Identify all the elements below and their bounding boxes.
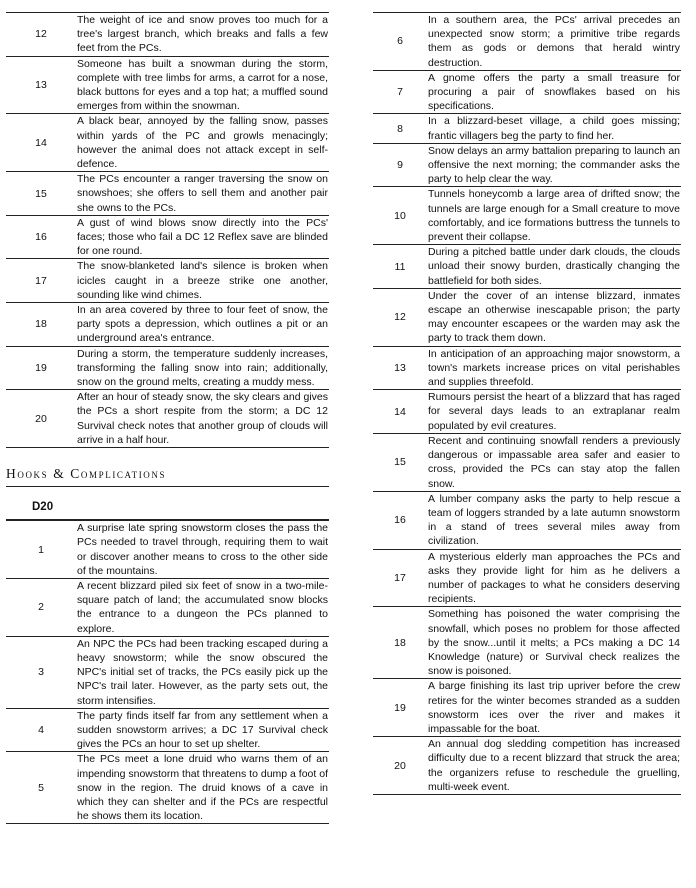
roll-description: In a southern area, the PCs' arrival precedes an unexpected snow storm; a primitive tribe regards them as gods or demons that herald wintry destruction. <box>428 14 680 69</box>
roll-description: During a pitched battle under dark clouds, the clouds unload their snowy burden, drastically changing the battlefield for both sides. <box>428 246 680 287</box>
table-row <box>373 143 681 187</box>
roll-description: The weight of ice and snow proves too much for a tree's largest branch, which breaks and falls a few feet from the PCs. <box>77 14 328 55</box>
table-row <box>6 708 329 752</box>
roll-description: An NPC the PCs had been tracking escaped during a heavy snowstorm; while the snow obscured the NPC's initial set of tracks, the PCs easily pick up the NPC's trail later. However, as the party sets out, the storm intensifies. <box>77 637 328 707</box>
roll-description: A barge finishing its last trip upriver before the crew retires for the winter becomes stranded as a sudden snowstorm ices over the river and makes it impassable for the boat. <box>428 680 680 735</box>
roll-description: During a storm, the temperature suddenly increases, transforming the falling snow into rain; additionally, snow on the ground melts, creating a muddy mess. <box>77 347 328 389</box>
roll-description: Snow delays an army battalion preparing to launch an offensive the next morning; the commander asks the party to help clear the way. <box>428 144 680 186</box>
table-row <box>6 215 329 259</box>
roll-number: 3 <box>6 636 76 708</box>
table-row <box>6 172 329 216</box>
roll-number: 20 <box>6 390 76 448</box>
table-row <box>373 346 681 390</box>
roll-description: A black bear, annoyed by the falling snow, passes within yards of the PC and growls menacingly; however the animal does not attack except in self-defence. <box>77 115 328 171</box>
roll-description: A recent blizzard piled six feet of snow in a two-mile-square patch of land; the accumulated snow blocks the entrance to a dungeon the PCs planned to explore. <box>77 579 328 635</box>
roll-number: 1 <box>6 521 76 579</box>
section-heading: Hooks & Complications <box>6 466 167 482</box>
roll-description: A gust of wind blows snow directly into the PCs' faces; those who fail a DC 12 Reflex save are blinded for one round. <box>77 216 328 258</box>
table-row <box>373 13 681 71</box>
roll-number: 18 <box>373 607 427 679</box>
table-row <box>373 114 681 143</box>
roll-number: 7 <box>373 70 427 114</box>
right-column <box>373 12 681 795</box>
die-column-label: D20 <box>32 501 54 514</box>
table-row <box>6 259 329 303</box>
roll-description: Someone has built a snowman during the storm, complete with tree limbs for arms, a carrot for a nose, black buttons for eyes and a top hat; a muffled sound emerges from within the snowman. <box>77 57 328 113</box>
left-column <box>6 12 329 824</box>
table-row <box>6 114 329 172</box>
roll-number: 16 <box>373 491 427 549</box>
roll-description: A surprise late spring snowstorm closes the pass the PCs needed to travel through, requiring them to wait or discover another means to cross to the other side of the mountains. <box>77 522 328 577</box>
roll-number: 20 <box>373 737 427 795</box>
table-row <box>373 433 681 491</box>
table-row <box>373 288 681 346</box>
table-row <box>6 752 329 824</box>
events-table <box>6 12 329 448</box>
roll-description: Tunnels honeycomb a large area of drifted snow; the tunnels are large enough for a Small creature to move comfortably, and ice formations buttress the tunnels to prevent their collapse. <box>428 188 680 244</box>
roll-number: 18 <box>6 303 76 347</box>
roll-number: 8 <box>373 114 427 143</box>
roll-number: 6 <box>373 13 427 71</box>
roll-number: 15 <box>373 433 427 491</box>
table-row <box>373 245 681 289</box>
roll-number: 15 <box>6 172 76 216</box>
roll-number: 17 <box>373 549 427 607</box>
roll-number: 19 <box>6 346 76 390</box>
roll-number: 9 <box>373 143 427 187</box>
table-row <box>6 346 329 390</box>
table-row <box>6 303 329 347</box>
roll-description: An annual dog sledding competition has increased difficulty due to a recent blizzard that struck the area; the organizers refuse to reschedule the gruelling, multi-week event. <box>428 738 680 793</box>
roll-description: Recent and continuing snowfall renders a previously dangerous or impassable area safer and easier to cross, provided the PCs can stay atop the fallen snow. <box>428 434 680 490</box>
table-row <box>373 491 681 549</box>
roll-description: The party finds itself far from any settlement when a sudden snowstorm arrives; a DC 17 Survival check gives the PCs an hour to set up shelter. <box>77 709 328 751</box>
table-row <box>373 70 681 114</box>
table-row <box>373 679 681 737</box>
roll-number: 19 <box>373 679 427 737</box>
roll-description: A lumber company asks the party to help rescue a team of loggers stranded by a late autumn snowstorm in a stand of trees several miles away from civilization. <box>428 492 680 548</box>
roll-description: The snow-blanketed land's silence is broken when icicles caught in a breeze strike one another, sounding like wind chimes. <box>77 260 328 301</box>
roll-number: 17 <box>6 259 76 303</box>
roll-number: 10 <box>373 187 427 245</box>
table-row <box>6 13 329 57</box>
roll-number: 2 <box>6 578 76 636</box>
table-row <box>373 549 681 607</box>
table-row <box>373 737 681 795</box>
roll-description: Something has poisoned the water comprising the snowfall, which poses no problem for those affected by the snow...until it melts; a PCs making a DC 14 Knowledge (nature) or Survival check realizes the snow is poisoned. <box>428 608 680 678</box>
table-row <box>373 187 681 245</box>
roll-number: 16 <box>6 215 76 259</box>
table-row <box>6 578 329 636</box>
roll-description: In a blizzard-beset village, a child goes missing; frantic villagers beg the party to find her. <box>428 115 680 142</box>
hooks-table-continued <box>373 12 681 795</box>
roll-number: 13 <box>6 56 76 114</box>
roll-number: 11 <box>373 245 427 289</box>
roll-number: 12 <box>373 288 427 346</box>
roll-number: 12 <box>6 13 76 57</box>
hooks-table <box>6 520 329 824</box>
roll-number: 14 <box>6 114 76 172</box>
roll-description: Rumours persist the heart of a blizzard that has raged for several days leads to an extraplanar realm populated by evil creatures. <box>428 391 680 432</box>
roll-number: 4 <box>6 708 76 752</box>
roll-number: 13 <box>373 346 427 390</box>
roll-number: 14 <box>373 390 427 434</box>
roll-description: In anticipation of an approaching major snowstorm, a town's markets increase prices on vital perishables and supplies threefold. <box>428 347 680 389</box>
table-row <box>6 56 329 114</box>
roll-number: 5 <box>6 752 76 824</box>
table-row <box>6 390 329 448</box>
roll-description: In an area covered by three to four feet of snow, the party spots a depression, which outlines a pit or an underground area's entrance. <box>77 304 328 345</box>
roll-description: The PCs encounter a ranger traversing the snow on snowshoes; she offers to sell them and another pair she owns to the PCs. <box>77 173 328 214</box>
table-row <box>6 636 329 708</box>
table-row <box>6 521 329 579</box>
roll-description: Under the cover of an intense blizzard, inmates escape an otherwise inescapable prison; the party may encounter escapees or the warden may ask the party to track them down. <box>428 289 680 345</box>
roll-description: A mysterious elderly man approaches the PCs and asks they provide light for him as he delivers a number of packages to what he considers deserving recipients. <box>428 550 680 606</box>
table-row <box>373 607 681 679</box>
table-row <box>373 390 681 434</box>
roll-description: After an hour of steady snow, the sky clears and gives the PCs a short respite from the storm; a DC 12 Survival check notes that another group of clouds will arrive in a half hour. <box>77 391 328 446</box>
roll-description: A gnome offers the party a small treasure for procuring a pair of snowflakes based on his specifications. <box>428 71 680 113</box>
roll-description: The PCs meet a lone druid who warns them of an impending snowstorm that threatens to dump a foot of snow in the region. The druid knows of a cave in which they can shelter and if the PCs are respectful he shows them its location. <box>77 753 328 823</box>
